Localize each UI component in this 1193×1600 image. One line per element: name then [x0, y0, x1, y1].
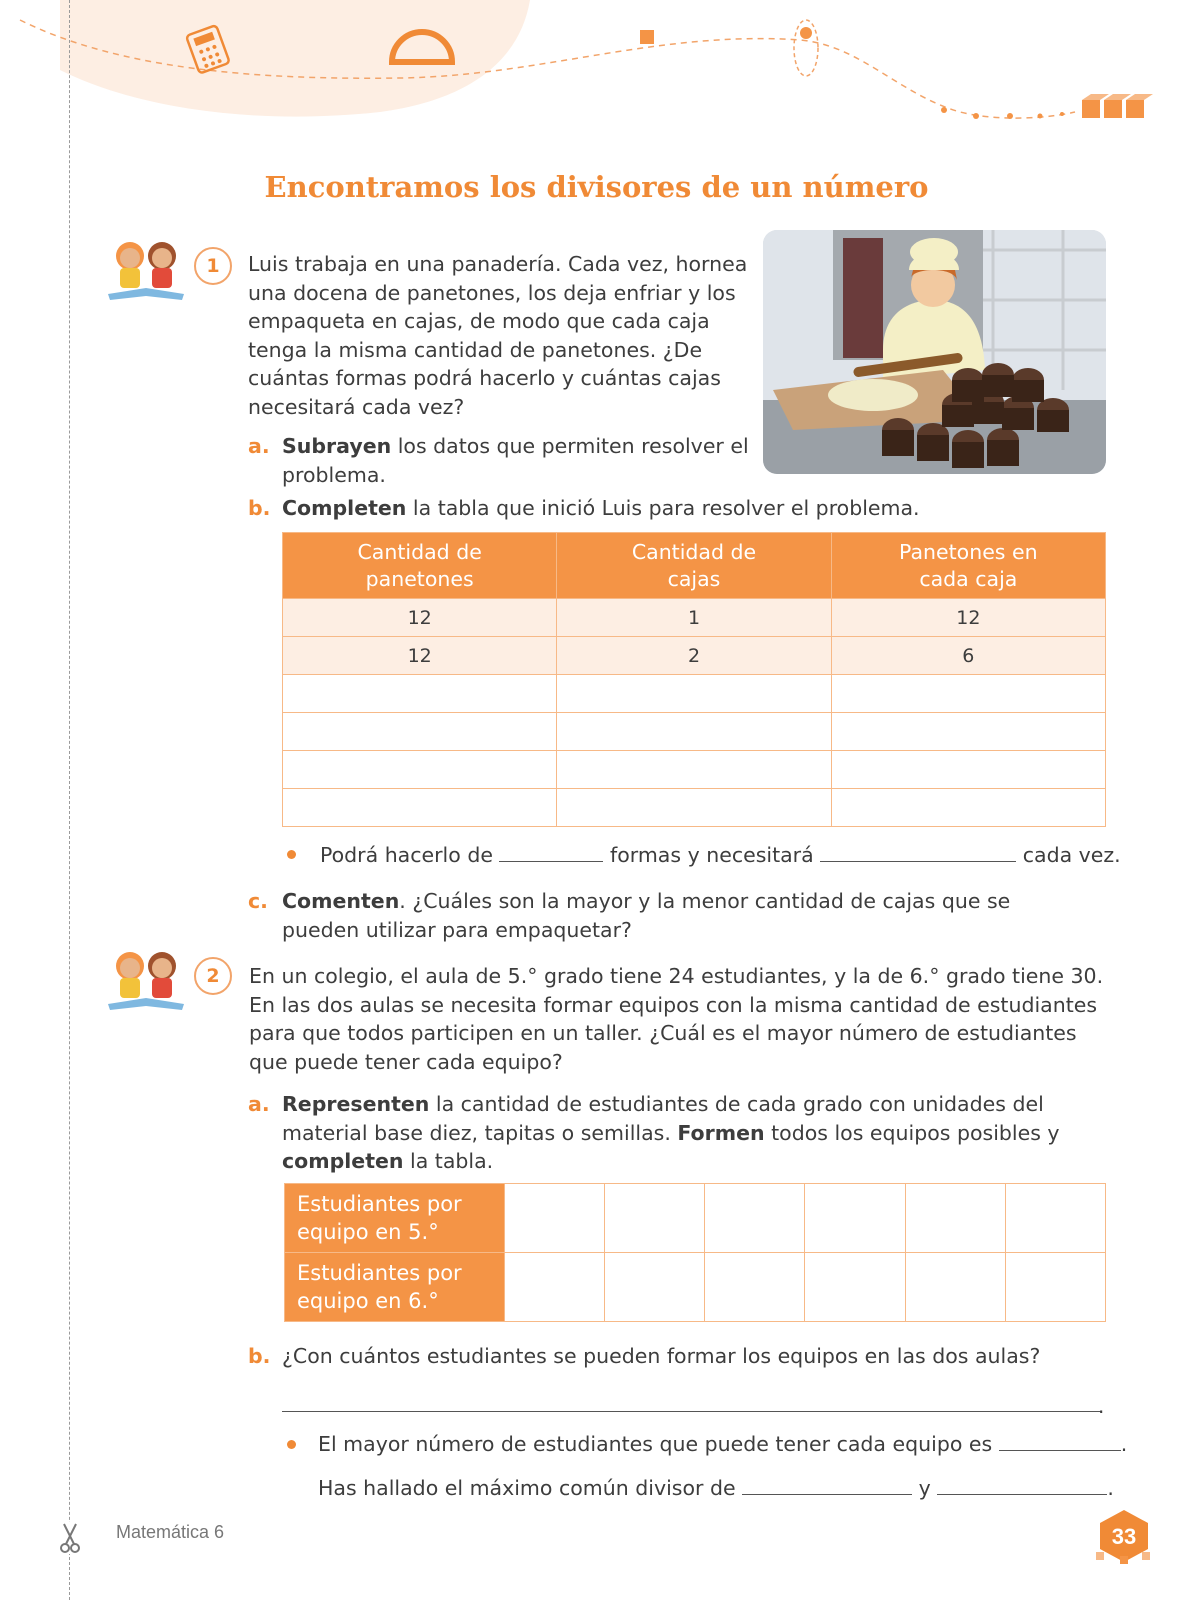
bullet-text: El mayor número de estudiantes que puede tener cada equipo es [318, 1432, 993, 1456]
answer-blank-cajas[interactable] [820, 842, 1016, 862]
header-panetones-caja: Panetones en cada caja [831, 533, 1105, 599]
mcd-text: Has hallado el máximo común divisor de [318, 1476, 736, 1500]
answer-blank-numero-2[interactable] [937, 1475, 1107, 1495]
answer-cell[interactable] [805, 1184, 905, 1253]
problem-2-bullet: El mayor número de estudiantes que puede tener cada equipo es . [318, 1432, 1128, 1456]
period: . [1098, 1394, 1105, 1418]
cubes-icon [1082, 94, 1153, 118]
answer-cell[interactable] [1005, 1184, 1105, 1253]
bullet-icon [287, 1440, 296, 1449]
page-title: Encontramos los divisores de un número [264, 170, 929, 204]
problem-1-item-a [248, 432, 752, 489]
item-a-text: los datos que permiten resolver el problema. [282, 434, 749, 487]
table-row [283, 789, 1106, 827]
table-row [283, 637, 1106, 675]
item-c-text: . ¿Cuáles son la mayor y la menor cantidad de cajas que se pueden utilizar para empaquetar? [282, 889, 1011, 942]
table-row [283, 713, 1106, 751]
row-header-6-grado: Estudiantes por equipo en 6.° [285, 1253, 505, 1322]
bullet-text: formas y necesitará [610, 843, 814, 867]
problem-2-number: 2 [194, 957, 232, 995]
item-a-text: la tabla. [403, 1149, 494, 1173]
answer-cell[interactable] [557, 713, 831, 751]
answer-cell[interactable] [557, 675, 831, 713]
header-decoration [0, 0, 1193, 140]
panetones-table [282, 532, 1106, 827]
answer-cell[interactable] [283, 675, 557, 713]
keyword: completen [282, 1149, 404, 1173]
baker-illustration [763, 230, 1106, 474]
table-cell: 12 [831, 599, 1105, 637]
answer-cell[interactable] [831, 713, 1105, 751]
answer-cell[interactable] [905, 1184, 1005, 1253]
item-label: a. [248, 1092, 270, 1116]
bead-icon [794, 20, 818, 76]
answer-cell[interactable] [905, 1253, 1005, 1322]
table-cell: 12 [283, 637, 557, 675]
item-b-text: la tabla que inició Luis para resolver el problema. [406, 496, 920, 520]
answer-cell[interactable] [831, 675, 1105, 713]
answer-cell[interactable] [283, 789, 557, 827]
cube-icon [640, 30, 654, 44]
scissors-icon [58, 1522, 82, 1554]
kids-reading-icon [104, 946, 188, 1012]
answer-cell[interactable] [605, 1253, 705, 1322]
item-label: b. [248, 496, 271, 520]
answer-blank-numero-1[interactable] [742, 1475, 912, 1495]
mcd-sentence: Has hallado el máximo común divisor de y . [318, 1476, 1114, 1500]
table-row [285, 1253, 1106, 1322]
answer-cell[interactable] [705, 1253, 805, 1322]
page-number-badge [1096, 1508, 1152, 1564]
bullet-icon [287, 850, 296, 859]
answer-cell[interactable] [805, 1253, 905, 1322]
kids-reading-icon [104, 236, 188, 302]
keyword: Formen [677, 1120, 765, 1145]
answer-line[interactable] [282, 1394, 1102, 1412]
item-b-text: ¿Con cuántos estudiantes se pueden formar los equipos en las dos aulas? [282, 1344, 1041, 1368]
item-a-text: la cantidad de estudiantes de cada grado con unidades del material base diez, tapitas o semillas. [282, 1092, 1044, 1145]
answer-cell[interactable] [557, 751, 831, 789]
item-label: b. [248, 1344, 271, 1368]
header-cantidad-cajas: Cantidad de cajas [557, 533, 831, 599]
keyword: Completen [282, 496, 407, 520]
keyword: Subrayen [282, 434, 392, 458]
problem-1-number: 1 [194, 247, 232, 285]
problem-1-item-c [248, 887, 1092, 944]
answer-cell[interactable] [283, 751, 557, 789]
bullet-text: Podrá hacerlo de [320, 843, 493, 867]
book-title: Matemática 6 [116, 1522, 225, 1542]
bullet-text: cada vez. [1022, 843, 1121, 867]
keyword: Representen [282, 1092, 430, 1116]
keyword: Comenten [282, 889, 400, 913]
page-number: 33 [1111, 1524, 1137, 1549]
answer-cell[interactable] [831, 751, 1105, 789]
table-row [283, 599, 1106, 637]
problem-1-bullet [320, 841, 1120, 870]
item-label: c. [248, 889, 268, 913]
row-header-5-grado: Estudiantes por equipo en 5.° [285, 1184, 505, 1253]
answer-cell[interactable] [505, 1253, 605, 1322]
table-cell: 12 [283, 599, 557, 637]
answer-cell[interactable] [505, 1184, 605, 1253]
problem-2-item-b [248, 1342, 1112, 1371]
mcd-text: y [918, 1476, 931, 1500]
problem-2-text: En un colegio, el aula de 5.° grado tiene 24 estudiantes, y la de 6.° grado tiene 30. En las dos aulas se necesita formar equipos con la misma cantidad de estudiantes para que todos participen en un taller. ¿Cuál es el mayor número de estudiantes que puede tener cada equipo? [249, 964, 1104, 1074]
problem-1-text: Luis trabaja en una panadería. Cada vez, hornea una docena de panetones, los deja enfriar y los empaqueta en cajas, de modo que cada caja tenga la misma cantidad de panetones. ¿De cuántas formas podrá hacerlo y cuántas cajas necesitará cada vez? [248, 252, 748, 419]
table-row [283, 675, 1106, 713]
table-cell: 1 [557, 599, 831, 637]
header-cantidad-panetones: Cantidad de panetones [283, 533, 557, 599]
item-label: a. [248, 434, 270, 458]
table-cell: 6 [831, 637, 1105, 675]
table-cell: 2 [557, 637, 831, 675]
equipos-table [284, 1183, 1106, 1322]
answer-cell[interactable] [705, 1184, 805, 1253]
answer-blank-formas[interactable] [499, 842, 603, 862]
table-row [283, 751, 1106, 789]
answer-cell[interactable] [1005, 1253, 1105, 1322]
problem-1-item-b [248, 494, 1122, 523]
table-row [285, 1184, 1106, 1253]
answer-cell[interactable] [831, 789, 1105, 827]
item-a-text: todos los equipos posibles y [764, 1120, 1060, 1145]
problem-2-item-a [248, 1090, 1112, 1176]
answer-cell[interactable] [283, 713, 557, 751]
answer-cell[interactable] [557, 789, 831, 827]
cut-line [69, 0, 70, 1600]
answer-cell[interactable] [605, 1184, 705, 1253]
answer-blank-mayor-numero[interactable] [999, 1431, 1121, 1451]
